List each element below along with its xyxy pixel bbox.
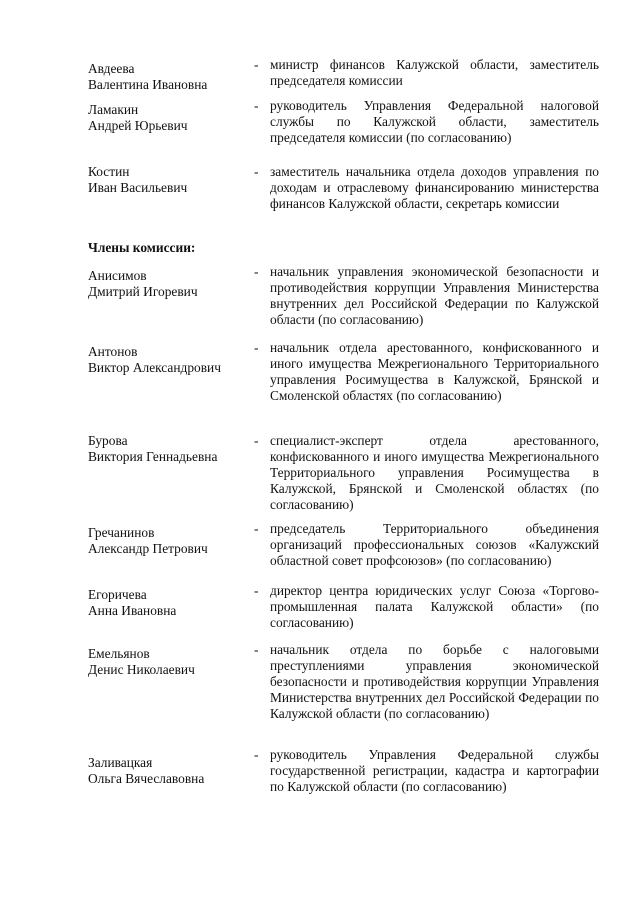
member-given-name: Денис Николаевич (88, 662, 195, 677)
separator-dash: - (254, 164, 259, 179)
member-surname: Антонов (88, 344, 138, 359)
member-role: начальник отдела арестованного, конфискованного и иного имущества Межрегионального Территориального управления Росимущества в Калужской, Брянской и Смоленской областях (по согласованию) (270, 340, 599, 403)
member-name (88, 646, 258, 678)
separator-dash: - (254, 57, 259, 72)
separator-dash: - (254, 642, 259, 657)
member-surname: Заливацкая (88, 755, 153, 770)
member-surname: Анисимов (88, 268, 147, 283)
member-surname: Гречанинов (88, 525, 155, 540)
member-role: начальник управления экономической безопасности и противодействия коррупции Управления Министерства внутренних дел Российской Федерации по Калужской области (по согласованию) (270, 264, 599, 327)
section-heading: Члены комиссии: (88, 240, 196, 255)
member-given-name: Валентина Ивановна (88, 77, 208, 92)
member-given-name: Иван Васильевич (88, 180, 188, 195)
member-name (88, 102, 258, 134)
member-surname: Костин (88, 164, 130, 179)
member-given-name: Александр Петрович (88, 541, 208, 556)
member-role: руководитель Управления Федеральной налоговой службы по Калужской области, заместитель председателя комиссии (по согласованию) (270, 98, 599, 145)
separator-dash: - (254, 521, 259, 536)
member-name (88, 433, 258, 465)
member-name (88, 587, 258, 619)
member-name (88, 755, 258, 787)
separator-dash: - (254, 747, 259, 762)
member-name (88, 164, 258, 196)
member-role: начальник отдела по борьбе с налоговыми преступлениями управления экономической безопасности и противодействия коррупции Управления Министерства внутренних дел Российской Федерации по Калужской области (по согласованию) (270, 642, 599, 721)
member-name (88, 61, 258, 93)
member-name (88, 268, 258, 300)
member-given-name: Ольга Вячеславовна (88, 771, 205, 786)
member-role: председатель Территориального объединения организаций профессиональных союзов «Калужский областной совет профсоюзов» (по согласованию) (270, 521, 599, 568)
member-given-name: Дмитрий Игоревич (88, 284, 198, 299)
member-given-name: Андрей Юрьевич (88, 118, 188, 133)
member-role: директор центра юридических услуг Союза «Торгово-промышленная палата Калужской области» (по согласованию) (270, 583, 599, 630)
member-surname: Ламакин (88, 102, 139, 117)
member-role: руководитель Управления Федеральной службы государственной регистрации, кадастра и картографии по Калужской области (по согласованию) (270, 747, 599, 794)
member-given-name: Виктория Геннадьевна (88, 449, 218, 464)
member-name (88, 525, 258, 557)
separator-dash: - (254, 340, 259, 355)
member-name (88, 344, 258, 376)
separator-dash: - (254, 433, 259, 448)
separator-dash: - (254, 264, 259, 279)
member-surname: Егоричева (88, 587, 147, 602)
member-given-name: Виктор Александрович (88, 360, 221, 375)
member-role: специалист-эксперт отдела арестованного, конфискованного и иного имущества Межрегионального Территориального управления Росимущества в Калужской, Брянской и Смоленской областях (по согласованию) (270, 433, 599, 512)
separator-dash: - (254, 583, 259, 598)
member-surname: Бурова (88, 433, 128, 448)
member-given-name: Анна Ивановна (88, 603, 177, 618)
member-surname: Авдеева (88, 61, 135, 76)
separator-dash: - (254, 98, 259, 113)
member-role: министр финансов Калужской области, заместитель председателя комиссии (270, 57, 599, 88)
member-surname: Емельянов (88, 646, 150, 661)
member-role: заместитель начальника отдела доходов управления по доходам и отраслевому финансированию министерства финансов Калужской области, секретарь комиссии (270, 164, 599, 211)
